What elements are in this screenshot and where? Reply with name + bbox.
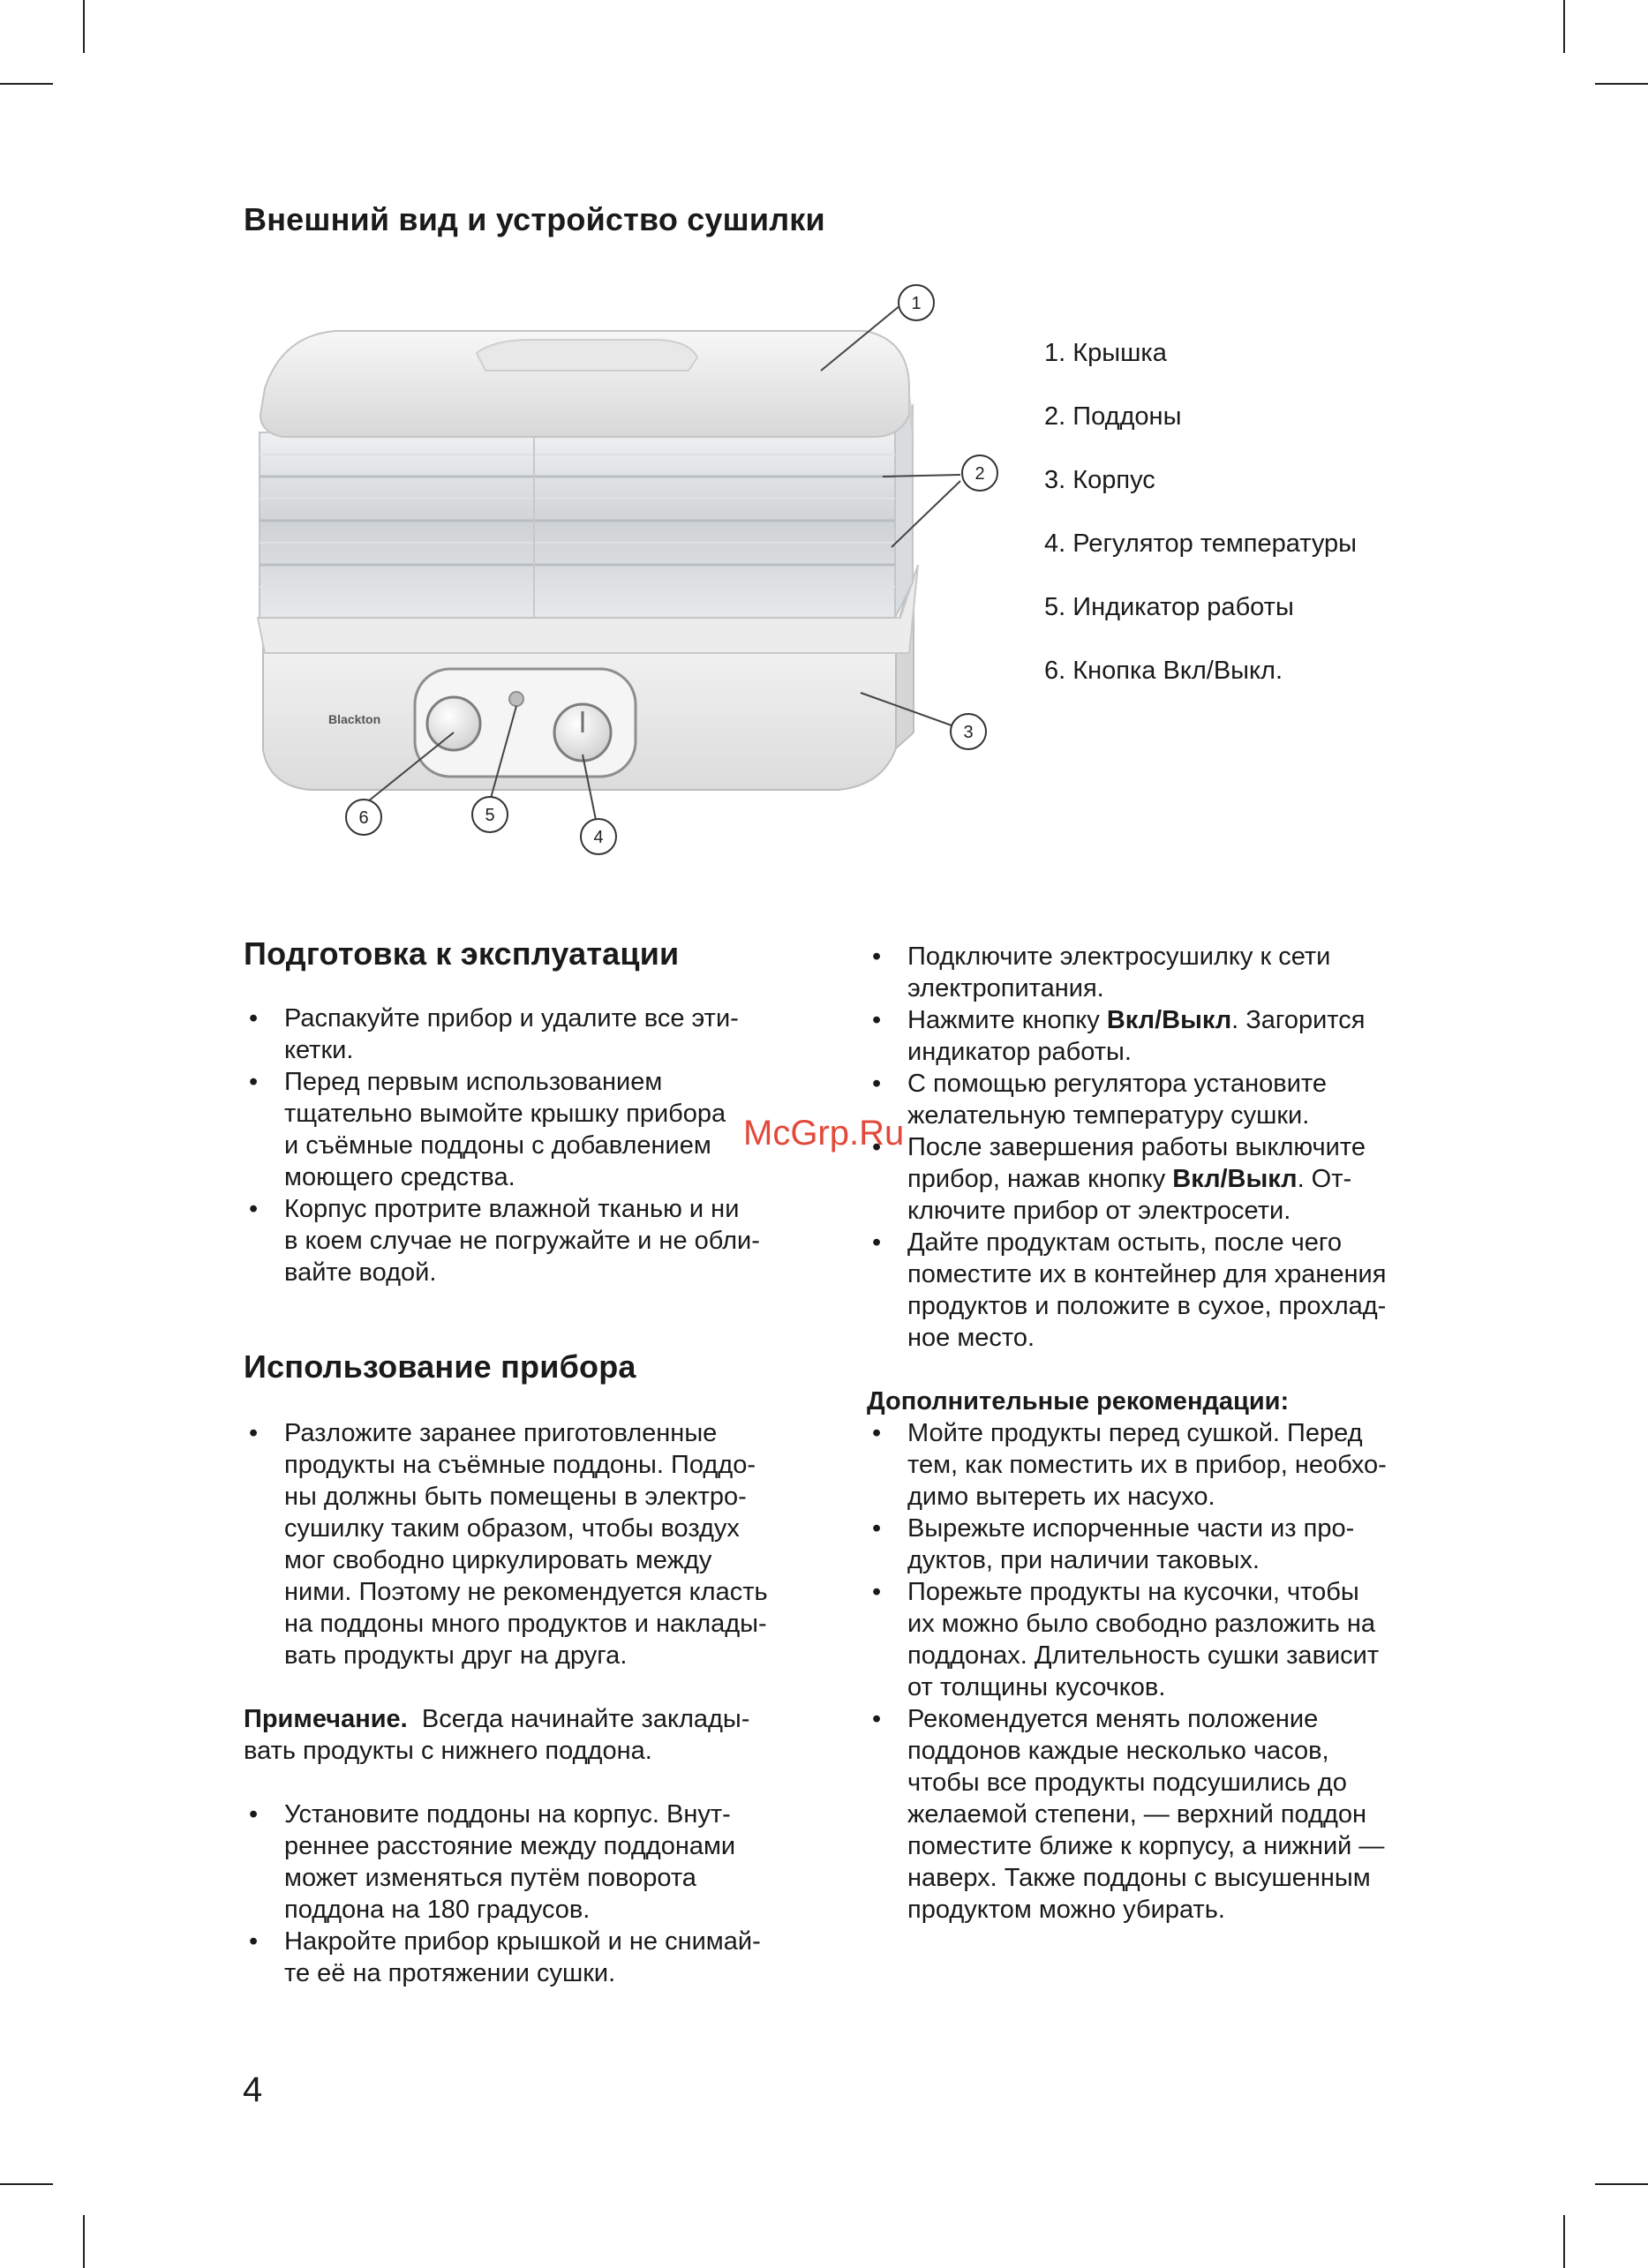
callout-number: 1 — [911, 294, 922, 313]
extra-item: • Мойте продукты перед сушкой. Перед тем, как поместить их в прибор, необхо- димо вытереть их насухо. — [867, 1417, 1485, 1513]
legend-item: 3. Корпус — [1044, 466, 1155, 494]
extra-item: • Вырежьте испорченные части из про- дуктов, при наличии таковых. — [867, 1513, 1485, 1576]
usage-item: • Разложите заранее приготовленные продукты на съёмные поддоны. Поддо- ны должны быть помещены в электро- сушилку таким образом, чтобы воздух мог свободно циркулировать между ними. Поэтому не рекомендуется класть на поддоны много продуктов и наклады- вать продукты друг на друга. — [244, 1417, 853, 1671]
operation-item: • После завершения работы выключите прибор, нажав кнопку Вкл/Выкл. От- ключите прибор от электросети. — [867, 1131, 1485, 1227]
operation-item: • Подключите электросушилку к сети электропитания. — [867, 941, 1485, 1004]
prep-heading: Подготовка к эксплуатации — [244, 935, 680, 972]
crop-mark — [1563, 2215, 1565, 2268]
operation-item: • Дайте продуктам остыть, после чего поместите их в контейнер для хранения продуктов и положите в сухое, прохлад- ное место. — [867, 1227, 1485, 1354]
brand-logo: Blackton — [328, 712, 381, 726]
operation-item: • С помощью регулятора установите желательную температуру сушки. — [867, 1068, 1485, 1131]
crop-mark — [83, 2215, 85, 2268]
extra-item: • Рекомендуется менять положение поддонов каждые несколько часов, чтобы все продукты подсушились до желаемой степени, — верхний поддон поместите ближе к корпусу, а нижний — наверх. Также поддоны с высушенным продуктом можно убирать. — [867, 1703, 1485, 1926]
watermark: McGrp.Ru — [743, 1114, 905, 1153]
prep-item: • Распакуйте прибор и удалите все эти- кетки. — [244, 1003, 844, 1066]
page-title: Внешний вид и устройство сушилки — [244, 201, 825, 237]
prep-item: • Корпус протрите влажной тканью и ни в коем случае не погружайте и не обли- вайте водой. — [244, 1193, 844, 1288]
control-panel — [415, 669, 636, 777]
crop-mark — [0, 2183, 53, 2185]
usage-heading: Использование прибора — [244, 1348, 636, 1385]
operation-list — [867, 941, 1485, 1354]
extra-recommendations-heading: Дополнительные рекомендации: — [867, 1387, 1290, 1416]
usage-item: • Установите поддоны на корпус. Внут- реннее расстояние между поддонами может изменяться путём поворота поддона на 180 градусов. — [244, 1799, 853, 1926]
legend-item: 6. Кнопка Вкл/Выкл. — [1044, 657, 1283, 685]
usage-list-1 — [244, 1417, 853, 1671]
crop-mark — [1595, 2183, 1648, 2185]
prep-item: • Перед первым использованием тщательно вымойте крышку прибора и съёмные поддоны с добавлением моющего средства. — [244, 1066, 844, 1193]
usage-list-2 — [244, 1799, 853, 1989]
callout-number: 3 — [963, 723, 974, 742]
extra-item: • Порежьте продукты на кусочки, чтобы их можно было свободно разложить на поддонах. Длительность сушки зависит от толщины кусочков. — [867, 1576, 1485, 1703]
legend-item: 1. Крышка — [1044, 339, 1167, 367]
lid — [260, 331, 913, 441]
note-line-2: вать продукты с нижнего поддона. — [244, 1737, 652, 1765]
callout-number: 5 — [485, 806, 495, 825]
note-line-1: Всегда начинайте заклады- — [421, 1705, 750, 1733]
callout-number: 4 — [593, 828, 604, 847]
parts-legend — [1044, 334, 1357, 715]
right-column — [867, 941, 1485, 1926]
callout-number: 2 — [975, 464, 985, 484]
usage-block — [244, 1417, 853, 1989]
usage-note — [244, 1703, 853, 1767]
note-label: Примечание. — [244, 1705, 408, 1733]
callout-number: 6 — [358, 808, 369, 828]
page-number: 4 — [243, 2070, 263, 2109]
legend-item: 5. Индикатор работы — [1044, 593, 1294, 621]
extra-list — [867, 1417, 1485, 1926]
operation-item: • Нажмите кнопку Вкл/Выкл. Загорится индикатор работы. — [867, 1004, 1485, 1068]
legend-item: 4. Регулятор температуры — [1044, 529, 1358, 558]
legend-item: 2. Поддоны — [1044, 402, 1182, 431]
usage-item: • Накройте прибор крышкой и не снимай- те её на протяжении сушки. — [244, 1926, 853, 1989]
dehydrator-illustration — [0, 0, 1648, 882]
